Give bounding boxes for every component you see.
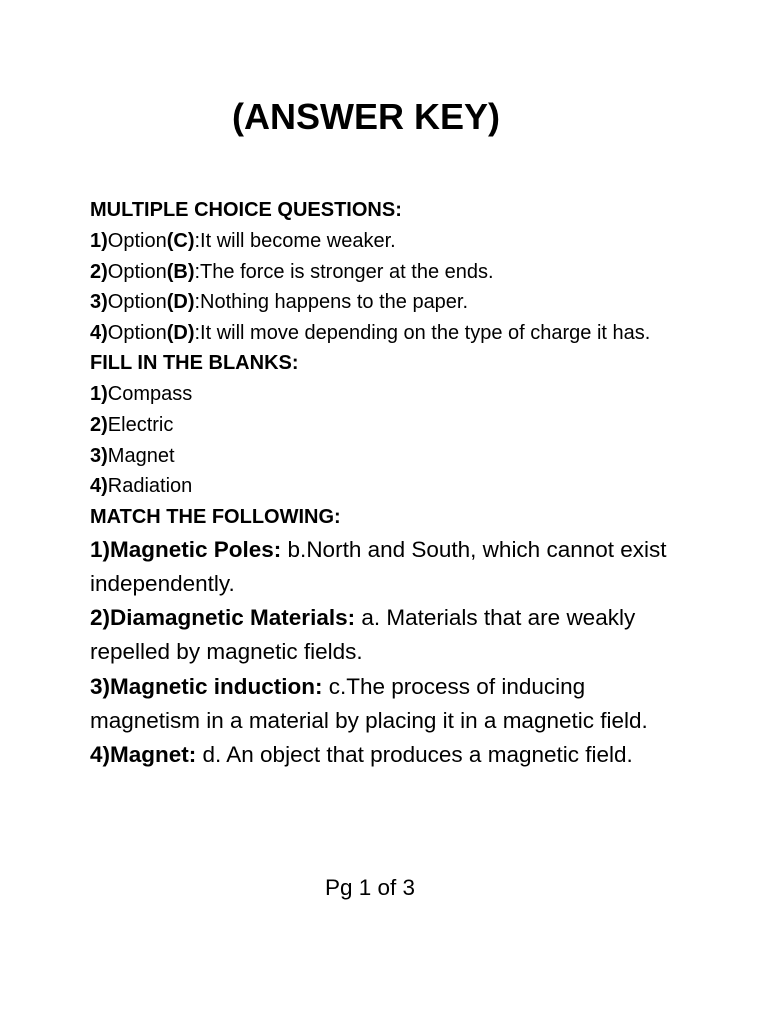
mcq-heading: MULTIPLE CHOICE QUESTIONS:: [90, 199, 402, 221]
match-term: 3)Magnetic induction:: [90, 673, 323, 699]
match-term: 4)Magnet:: [90, 741, 197, 767]
match-definition: d. An object that produces a magnetic field.: [196, 741, 633, 767]
answer-text: Electric: [107, 413, 174, 436]
fill-answer: [90, 410, 690, 441]
mcq-answer: [90, 226, 690, 257]
match-definition: c.The process of inducing magnetism in a material by placing it in a magnetic field.: [90, 673, 648, 733]
answer-text: Radiation: [107, 475, 193, 498]
option-letter: (D): [166, 291, 195, 314]
option-prefix: Option: [107, 321, 167, 344]
answer-number: 1): [90, 383, 108, 406]
answer-text: :It will become weaker.: [194, 230, 396, 252]
answer-number: 3): [90, 291, 108, 314]
mcq-answer: [90, 287, 690, 318]
answer-text: :It will move depending on the type of charge it has.: [194, 321, 651, 344]
mcq-answer: [90, 257, 690, 288]
option-prefix: Option: [107, 230, 167, 252]
match-term: 1)Magnetic Poles:: [90, 536, 282, 562]
answer-number: 4): [90, 321, 108, 344]
answer-text: Compass: [107, 383, 193, 406]
match-term: 2)Diamagnetic Materials:: [90, 605, 356, 631]
answer-number: 1): [90, 230, 108, 252]
match-heading: MATCH THE FOLLOWING:: [90, 505, 341, 528]
match-definition: a. Materials that are weakly repelled by magnetic fields.: [90, 605, 636, 665]
answer-content: [90, 195, 690, 772]
option-letter: (C): [166, 230, 195, 252]
page-title: (ANSWER KEY): [232, 96, 500, 137]
option-prefix: Option: [107, 291, 167, 314]
answer-number: 3): [90, 444, 108, 467]
fill-heading: FILL IN THE BLANKS:: [90, 352, 299, 375]
mcq-answer: [90, 318, 690, 349]
fill-answer: [90, 441, 690, 472]
option-letter: (D): [166, 321, 195, 344]
match-answer: [90, 738, 690, 772]
match-answer: [90, 601, 690, 669]
answer-text: :Nothing happens to the paper.: [194, 291, 469, 314]
answer-text: Magnet: [107, 444, 175, 467]
match-definition: b.North and South, which cannot exist independently.: [90, 536, 667, 596]
fill-answer: [90, 471, 690, 502]
page-number: Pg 1 of 3: [324, 875, 416, 900]
match-answer: [90, 533, 690, 601]
option-prefix: Option: [107, 260, 167, 283]
answer-number: 2): [90, 260, 108, 283]
fill-answer: [90, 379, 690, 410]
answer-number: 2): [90, 413, 108, 436]
answer-text: :The force is stronger at the ends.: [194, 260, 494, 283]
option-letter: (B): [166, 260, 195, 283]
answer-number: 4): [90, 475, 108, 498]
match-answer: [90, 670, 690, 738]
